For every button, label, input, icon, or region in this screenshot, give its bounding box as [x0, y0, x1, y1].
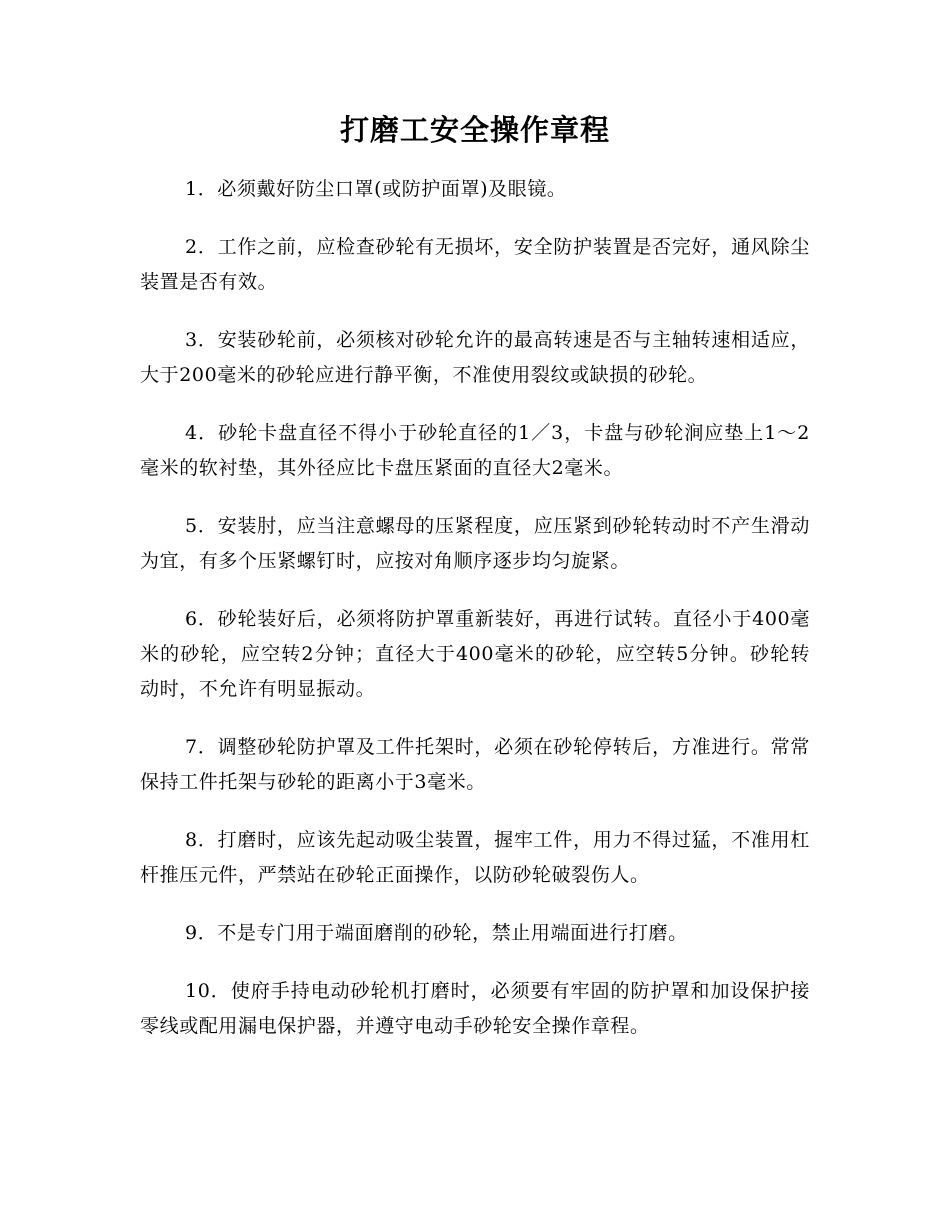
- clause-2: 2．工作之前，应检查砂轮有无损坏，安全防护装置是否完好，通风除尘装置是否有效。: [140, 236, 810, 293]
- document-title: 打磨工安全操作章程: [339, 113, 610, 147]
- clause-4: 4．砂轮卡盘直径不得小于砂轮直径的1／3，卡盘与砂轮涧应垫上1～2毫米的软衬垫，其外径应比卡盘压紧面的直径大2毫米。: [140, 422, 810, 479]
- clause-6: 6．砂轮装好后，必须将防护罩重新装好，再进行试转。直径小于400毫米的砂轮，应空转2分钟；直径大于400毫米的砂轮，应空转5分钟。砂轮转动时，不允许有明显振动。: [140, 608, 810, 700]
- clause-3: 3．安装砂轮前，必须核对砂轮允许的最高转速是否与主轴转速相适应，大于200毫米的砂轮应进行静平衡，不准使用裂纹或缺损的砂轮。: [140, 329, 810, 386]
- clause-7: 7．调整砂轮防护罩及工件托架时，必须在砂轮停转后，方准进行。常常保持工件托架与砂轮的距离小于3毫米。: [140, 736, 810, 793]
- clause-9: 9．不是专门用于端面磨削的砂轮，禁止用端面进行打磨。: [185, 922, 688, 944]
- clause-5: 5．安装肘，应当注意螺母的压紧程度，应压紧到砂轮转动时不产生滑动为宜，有多个压紧螺钉时，应按对角顺序逐步均匀旋紧。: [140, 515, 810, 572]
- clause-8: 8．打磨时，应该先起动吸尘装置，握牢工件，用力不得过猛，不准用杠杆推压元件，严禁站在砂轮正面操作，以防砂轮破裂伤人。: [140, 829, 810, 886]
- clause-10: 10．使府手持电动砂轮机打磨时，必须要有牢固的防护罩和加设保护接零线或配用漏电保护器，并遵守电动手砂轮安全操作章程。: [140, 980, 810, 1037]
- clause-1: 1．必须戴好防尘口罩(或防护面罩)及眼镜。: [185, 178, 567, 200]
